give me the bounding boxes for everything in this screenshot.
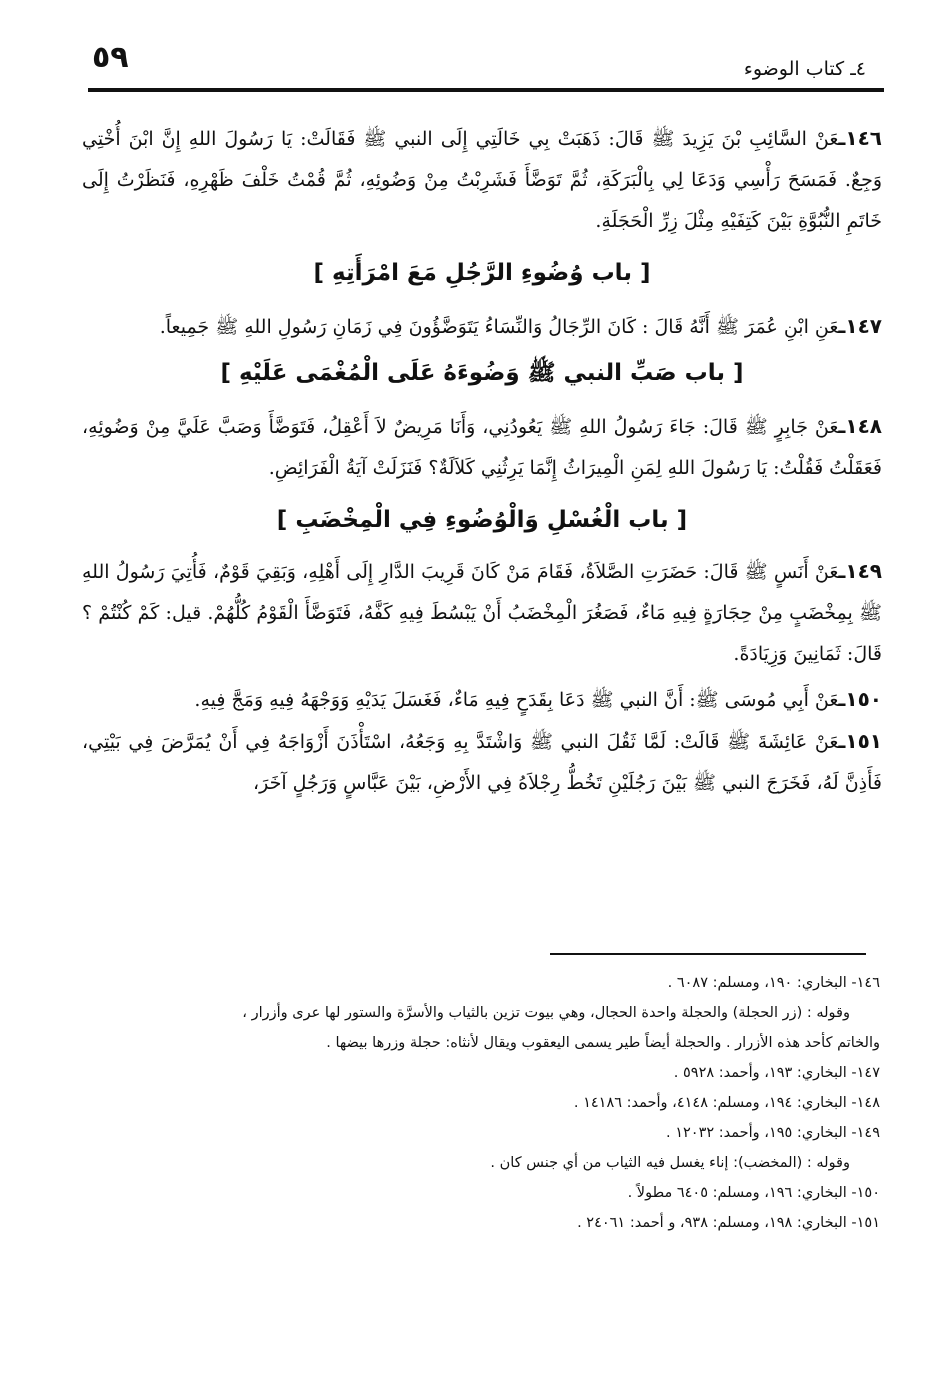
hadith-146 — [82, 118, 882, 242]
hadith-147 — [82, 306, 882, 348]
footnote: ١٤٨- البخاري: ١٩٤، ومسلم: ٤١٤٨، وأحمد: ١٤١٨٦ . — [573, 1095, 880, 1111]
hadith-150 — [82, 679, 882, 721]
hadith-text: عَنْ السَّائِبِ بْنَ يَزِيدَ ﷺ قَالَ: ذَهَبَتْ بِي خَالَتِي إِلَى النبي ﷺ فَقَالَتْ: يَا رَسُولَ اللهِ إِنَّ ابْنَ أُخْتِي وَجِعٌ. فَمَسَحَ رَأْسِي وَدَعَا لِي بِالْبَرَكَةِ، ثُمَّ تَوَضَّأَ فَشَرِبْتُ مِنْ وَضُوئِهِ، ثُمَّ قُمْتُ خَلْفَ ظَهْرِهِ، فَنَظَرْتُ إِلَى خَاتَمِ النُّبُوَّةِ بَيْنَ كَتِفَيْهِ مِثْلَ زِرِّ الْحَجَلَةِ. — [82, 128, 882, 232]
hadith-151 — [82, 721, 882, 804]
hadith-number: ١٥٠ـ — [838, 687, 882, 711]
hadith-text: عَنْ عَائِشَةَ ﷺ قَالَتْ: لَمَّا ثَقُلَ النبي ﷺ وَاشْتَدَّ بِهِ وَجَعُهُ، اسْتَأْذَنَ أَزْوَاجَهُ فِي أَنْ يُمَرَّضَ فِي بَيْتِي، فَأَذِنَّ لَهُ، فَخَرَجَ النبي ﷺ بَيْنَ رَجُلَيْنِ تَخُطُّ رِجْلاَهُ فِي الأَرْضِ، بَيْنَ عَبَّاسٍ وَرَجُلٍ آخَرَ، — [82, 731, 882, 794]
hadith-148 — [82, 406, 882, 489]
hadith-number: ١٤٩ـ — [838, 559, 882, 583]
hadith-text: عَنْ جَابِرٍ ﷺ قَالَ: جَاءَ رَسُولُ اللهِ ﷺ يَعُودُنِي، وَأَنَا مَرِيضٌ لاَ أَعْقِلُ، فَتَوَضَّأَ وَصَبَّ عَلَيَّ مِنْ وَضُوئِهِ، فَعَقَلْتُ فَقُلْتُ: يَا رَسُولَ اللهِ لِمَنِ الْمِيرَاثُ إِنَّمَا يَرِثُنِي كَلاَلَةٌ؟ فَنَزَلَتْ آيَةُ الْفَرَائِضِ. — [82, 416, 882, 479]
chapter-heading: [ باب صَبِّ النبي ﷺ وَضُوءَهُ عَلَى الْمُغْمَى عَلَيْهِ ] — [220, 360, 744, 386]
hadith-number: ١٤٦ـ — [838, 126, 882, 150]
running-head: ٤ـ كتاب الوضوء — [743, 58, 866, 80]
chapter-heading: [ باب الْغُسْلِ وَالْوُضُوءِ فِي الْمِخْضَبِ ] — [276, 507, 688, 533]
footnote: ١٤٦- البخاري: ١٩٠، ومسلم: ٦٠٨٧ . — [667, 975, 880, 991]
footnote-rule — [550, 953, 866, 955]
hadith-149 — [82, 551, 882, 675]
footnotes — [60, 968, 880, 1238]
footnote: وقوله : (المخضب): إناء يغسل فيه الثياب من أي جنس كان . — [490, 1155, 850, 1171]
hadith-text: عَنْ أَبِي مُوسَى ﷺ: أَنَّ النبي ﷺ دَعَا بِقَدَحٍ فِيهِ مَاءٌ، فَغَسَلَ يَدَيْهِ وَوَجْهَهُ فِيهِ وَمَجَّ فِيهِ. — [194, 689, 839, 711]
main-text — [82, 118, 882, 804]
chapter-heading: [ باب وُضُوءِ الرَّجُلِ مَعَ امْرَأَتِهِ ] — [313, 260, 651, 286]
hadith-text: عَنْ أَنَسٍ ﷺ قَالَ: حَضَرَتِ الصَّلاَةُ، فَقَامَ مَنْ كَانَ قَرِيبَ الدَّارِ إِلَى أَهْلِهِ، وَبَقِيَ قَوْمٌ، فَأُتِيَ رَسُولُ اللهِ ﷺ بِمِخْضَبٍ مِنْ حِجَارَةٍ فِيهِ مَاءٌ، فَصَغُرَ الْمِخْضَبُ أَنْ يَبْسُطَ فِيهِ كَفَّهُ، فَتَوَضَّأَ الْقَوْمُ كُلُّهُمْ. قيل: كَمْ كُنْتُمْ ؟ قَالَ: ثَمَانِينَ وَزِيَادَةً. — [82, 561, 882, 665]
hadith-number: ١٤٨ـ — [838, 414, 882, 438]
hadith-number: ١٤٧ـ — [838, 314, 882, 338]
footnote: والخاتم كأحد هذه الأزرار . والحجلة أيضاً طير يسمى اليعقوب ويقال لأنثاه: حجلة وزرها بيضها . — [326, 1035, 880, 1051]
hadith-text: عَنِ ابْنِ عُمَرَ ﷺ أَنَّهُ قَالَ : كَانَ الرِّجَالُ وَالنِّسَاءُ يَتَوَضَّؤُونَ فِي زَمَانِ رَسُولِ اللهِ ﷺ جَمِيعاً. — [159, 316, 839, 338]
hadith-number: ١٥١ـ — [838, 729, 882, 753]
footnote: وقوله : (زر الحجلة) والحجلة واحدة الحجال، وهي بيوت تزين بالثياب والأسرَّة والستور لها عرى وأزرار ، — [242, 1005, 850, 1021]
header-rule — [88, 88, 884, 92]
footnote: ١٤٩- البخاري: ١٩٥، وأحمد: ١٢٠٣٢ . — [666, 1125, 880, 1141]
footnote: ١٤٧- البخاري: ١٩٣، وأحمد: ٥٩٢٨ . — [673, 1065, 880, 1081]
footnote: ١٥١- البخاري: ١٩٨، ومسلم: ٩٣٨، و أحمد: ٢٤٠٦١ . — [577, 1215, 880, 1231]
footnote: ١٥٠- البخاري: ١٩٦، ومسلم: ٦٤٠٥ مطولاً . — [627, 1185, 880, 1201]
page-number: ٥٩ — [92, 40, 129, 75]
